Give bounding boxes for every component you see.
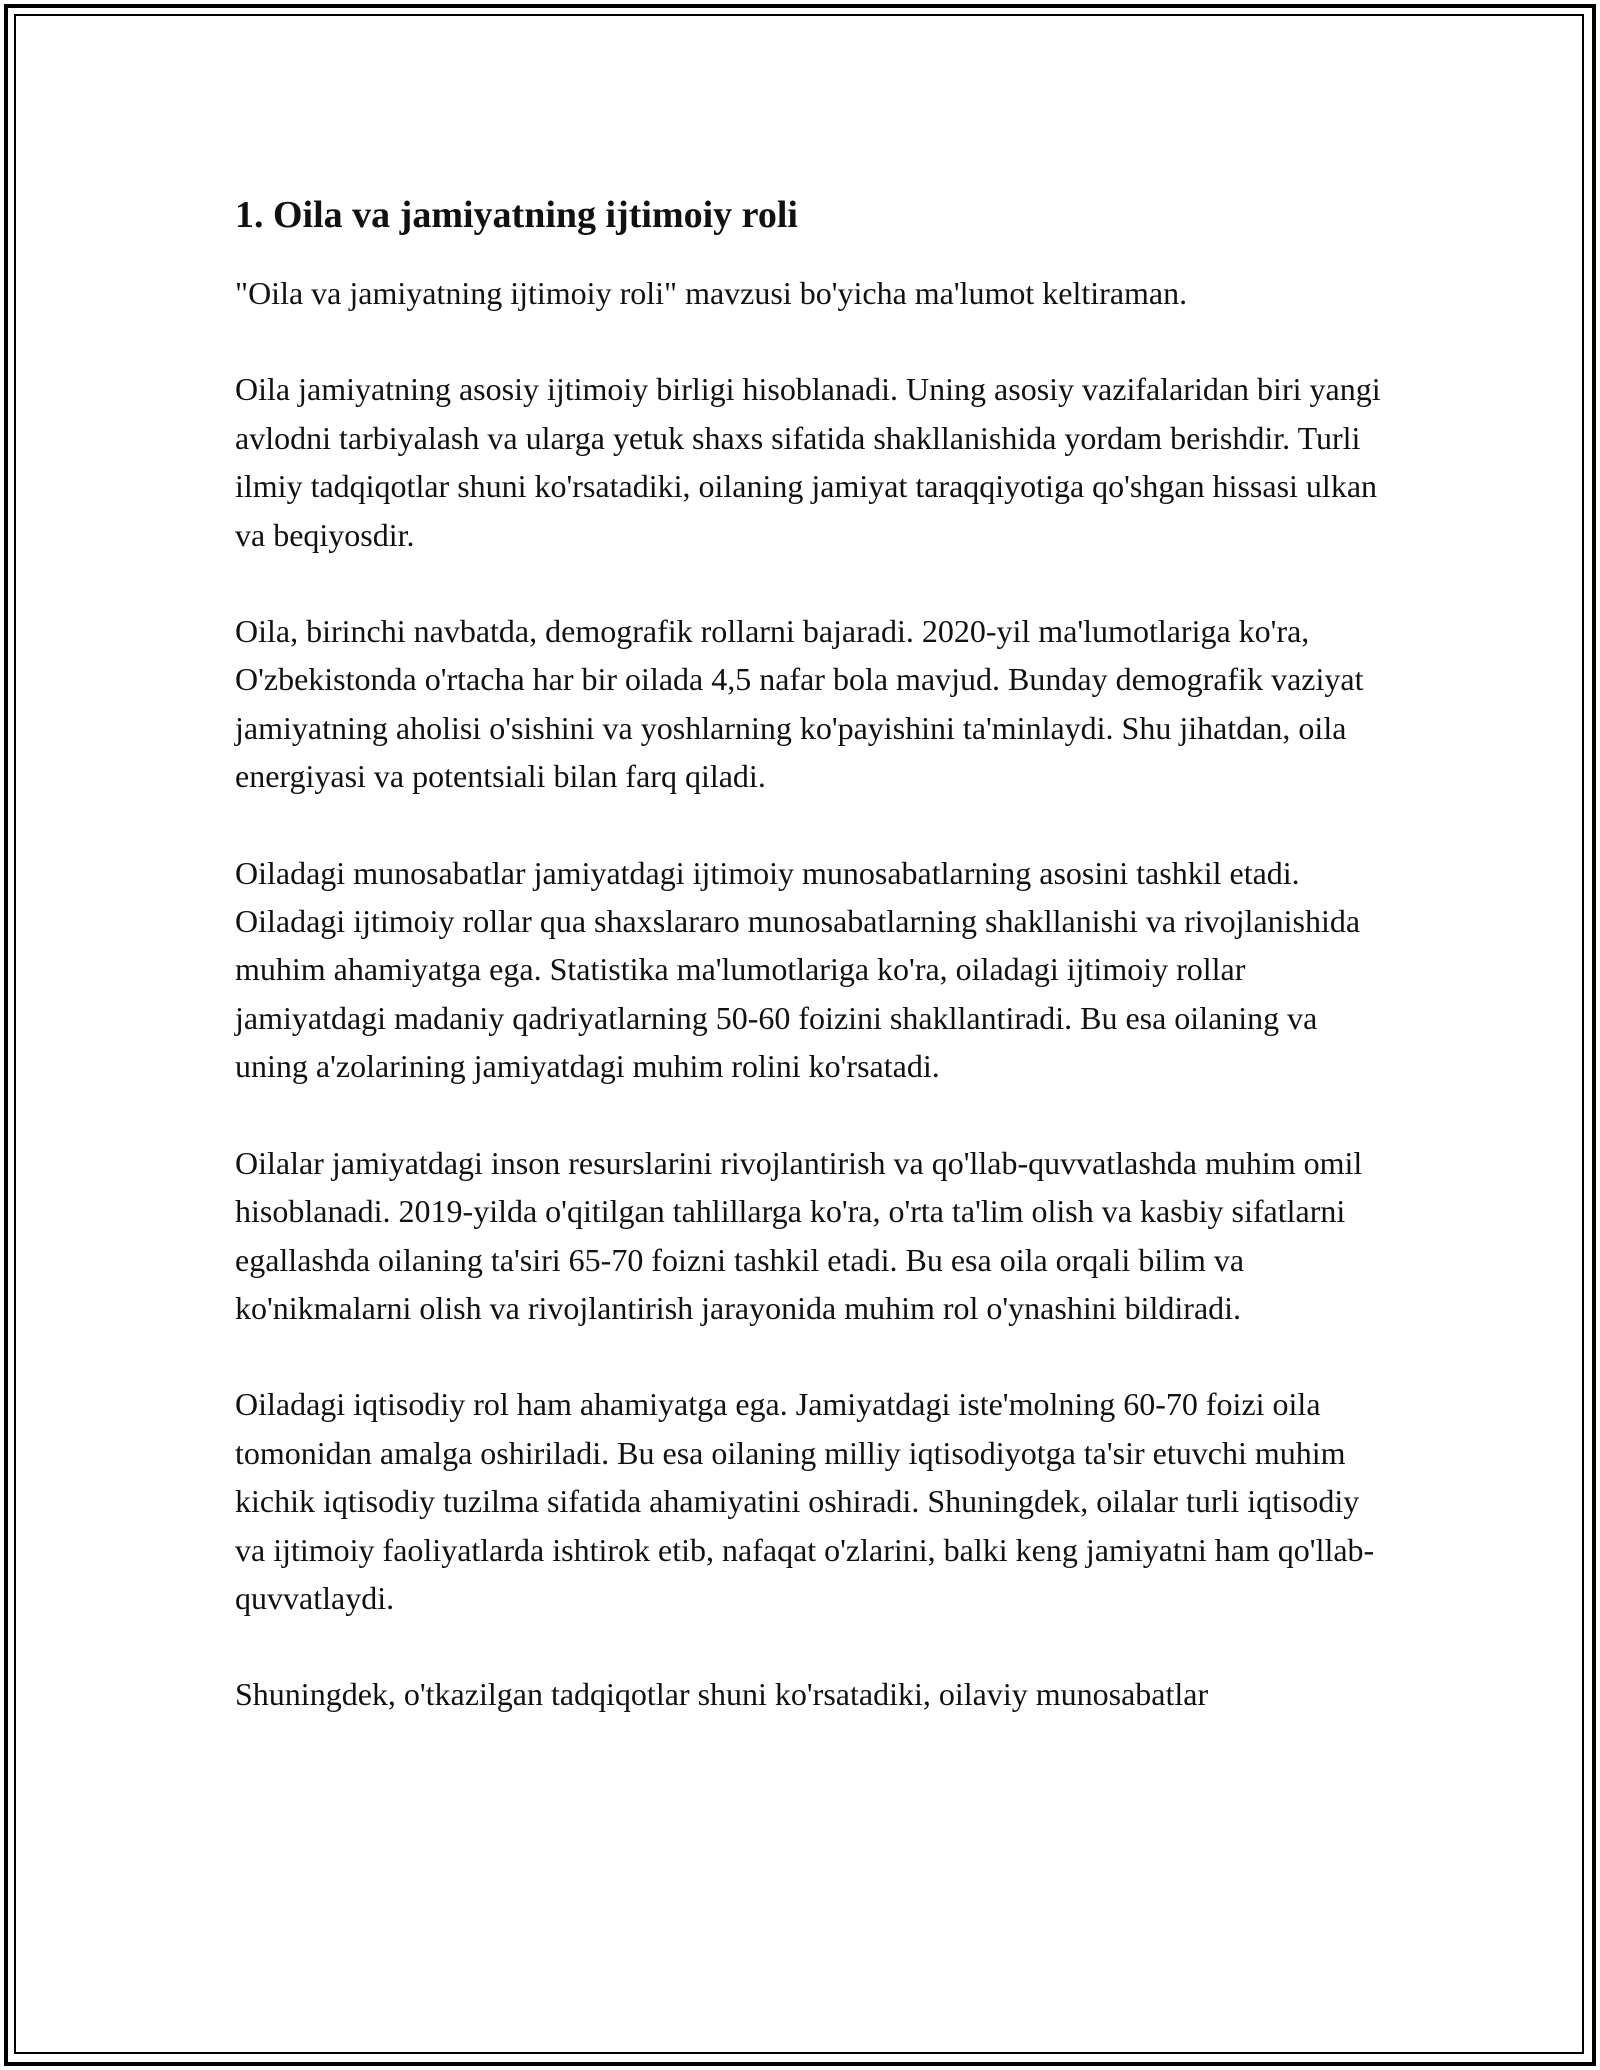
paragraph-economic-role: Oiladagi iqtisodiy rol ham ahamiyatga ega. Jamiyatdagi iste'molning 60-70 foizi oila tomonidan amalga oshiriladi. Bu esa oilaning milliy iqtisodiyotga ta'sir etuvchi muhim kichik iqtisodiy tuzilma sifatida ahamiyatini oshiradi. Shuningdek, oilalar turli iqtisodiy va ijtimoiy faoliyatlarda ishtirok etib, nafaqat o'zlarini, balki keng jamiyatni ham qo'llab-quvvatlaydi. xyxy=(235,1386,1375,1616)
document-body xyxy=(235,190,1385,1719)
paragraph-social-unit: Oila jamiyatning asosiy ijtimoiy birligi hisoblanadi. Uning asosiy vazifalaridan biri yangi avlodni tarbiyalash va ularga yetuk shaxs sifatida shakllanishida yordam berishdir. Turli ilmiy tadqiqotlar shuni ko'rsatadiki, oilaning jamiyat taraqqiyotiga qo'shgan hissasi ulkan va beqiyosdir. xyxy=(235,371,1381,553)
paragraph-human-resources: Oilalar jamiyatdagi inson resurslarini rivojlantirish va qo'llab-quvvatlashda muhim omil hisoblanadi. 2019-yilda o'qitilgan tahlillarga ko'ra, o'rta ta'lim olish va kasbiy sifatlarni egallashda oilaning ta'siri 65-70 foizni tashkil etadi. Bu esa oila orqali bilim va ko'nikmalarni olish va rivojlantirish jarayonida muhim rol o'ynashini bildiradi. xyxy=(235,1144,1363,1326)
paragraph-intro: "Oila va jamiyatning ijtimoiy roli" mavzusi bo'yicha ma'lumot keltiraman. xyxy=(235,275,1188,311)
document-title: 1. Oila va jamiyatning ijtimoiy roli xyxy=(235,194,798,236)
paragraph-continuation: Shuningdek, o'tkazilgan tadqiqotlar shuni ko'rsatadiki, oilaviy munosabatlar xyxy=(235,1676,1209,1713)
paragraph-demographic-role: Oila, birinchi navbatda, demografik rollarni bajaradi. 2020-yil ma'lumotlariga ko'ra, O'zbekistonda o'rtacha har bir oilada 4,5 nafar bola mavjud. Bunday demografik vaziyat jamiyatning aholisi o'sishini va yoshlarning ko'payishini ta'minlaydi. Shu jihatdan, oila energiyasi va potentsiali bilan farq qiladi. xyxy=(235,613,1364,795)
paragraph-family-relations: Oiladagi munosabatlar jamiyatdagi ijtimoiy munosabatlarning asosini tashkil etadi. Oiladagi ijtimoiy rollar qua shaxslararo munosabatlarning shakllanishi va rivojlanishida muhim ahamiyatga ega. Statistika ma'lumotlariga ko'ra, oiladagi ijtimoiy rollar jamiyatdagi madaniy qadriyatlarning 50-60 foizini shakllantiradi. Bu esa oilaning va uning a'zolarining jamiyatdagi muhim rolini ko'rsatadi. xyxy=(235,854,1361,1085)
